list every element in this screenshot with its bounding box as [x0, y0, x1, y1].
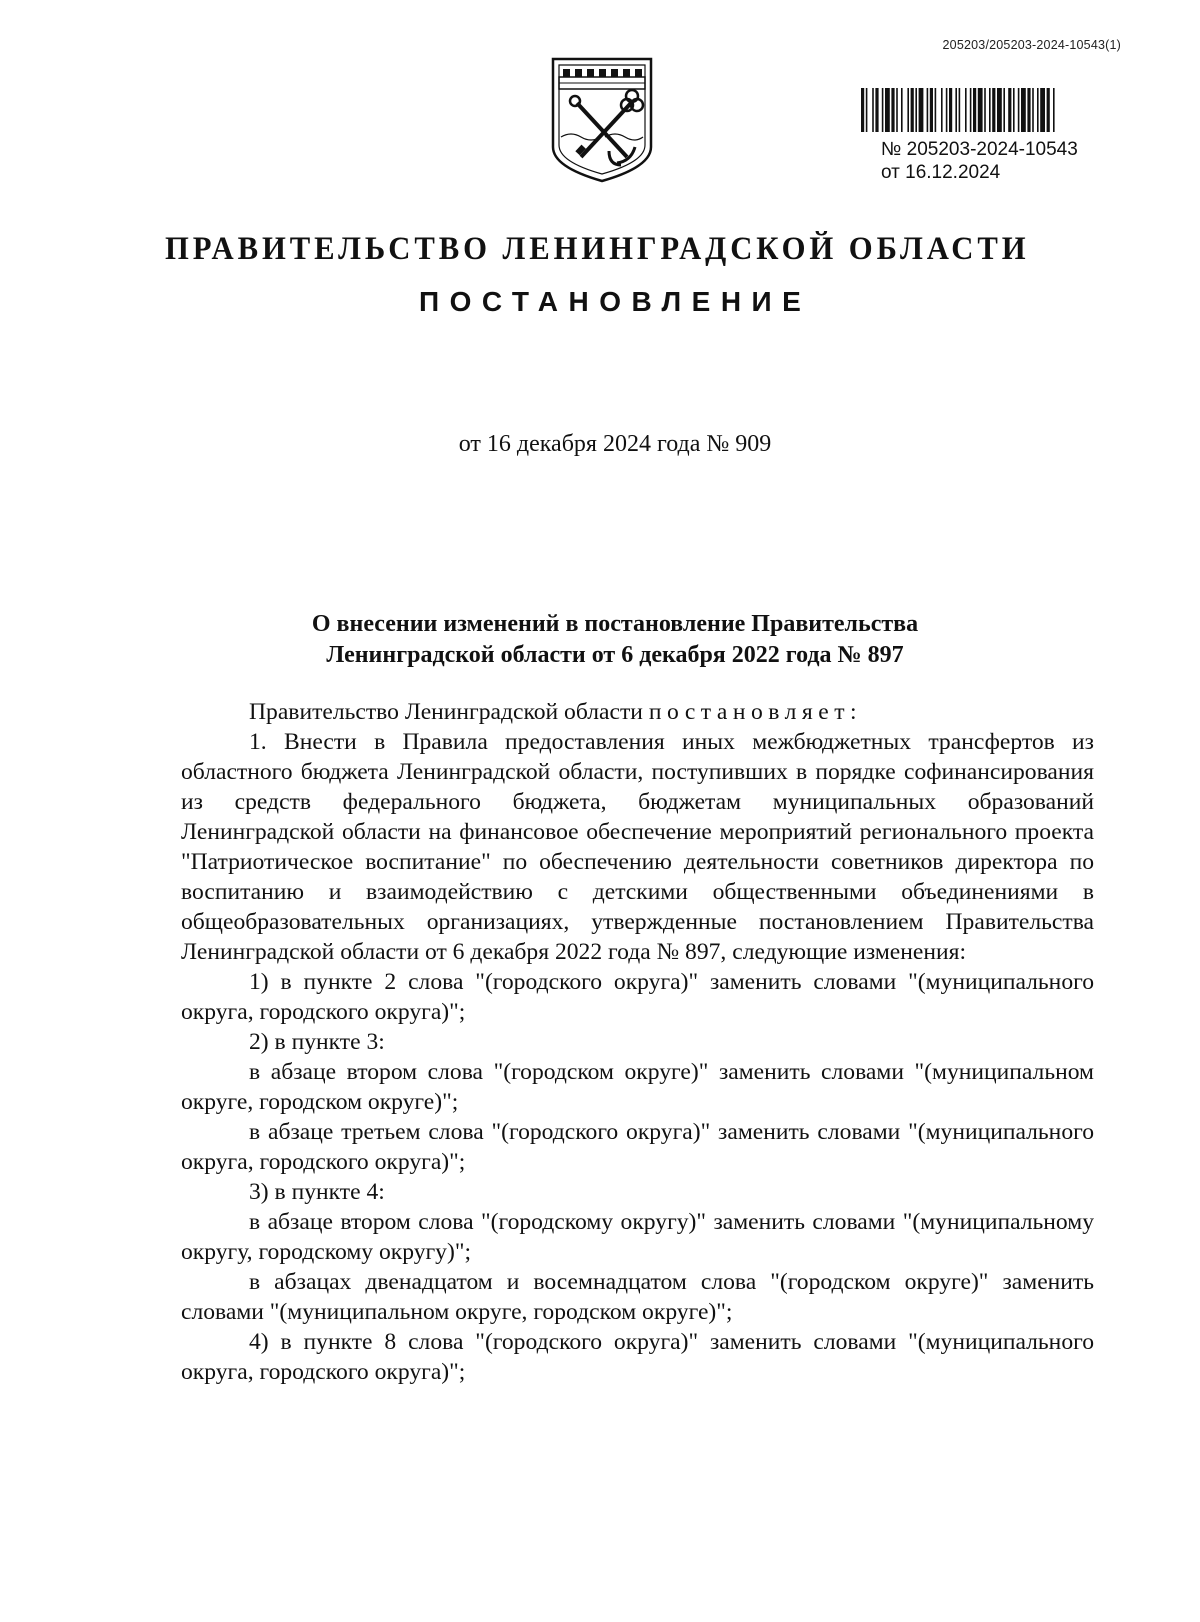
barcode-bar	[866, 88, 868, 132]
barcode-bar	[984, 88, 986, 132]
barcode-bar	[1027, 88, 1030, 132]
barcode-bar	[907, 88, 909, 132]
barcode-bar	[1037, 88, 1039, 132]
document-type: ПОСТАНОВЛЕНИЕ	[419, 286, 812, 317]
barcode-bar	[949, 88, 952, 132]
barcode-bar	[911, 88, 914, 132]
barcode-bar	[1047, 88, 1050, 132]
item-2: 2) в пункте 3:	[249, 1029, 385, 1055]
government-name: ПРАВИТЕЛЬСТВО ЛЕНИНГРАДСКОЙ ОБЛАСТИ	[165, 231, 1030, 267]
barcode-bar	[885, 88, 890, 132]
barcode-bar	[978, 88, 983, 132]
barcode-bar	[955, 88, 957, 132]
barcode-bar	[861, 88, 864, 132]
registration-date: от 16.12.2024	[881, 162, 1001, 183]
barcode-bar	[997, 88, 1002, 132]
item-3a: в абзаце втором слова "(городскому округу)" заменить словами "(муниципальному округу, городскому округу)";	[181, 1209, 1094, 1265]
barcode-bar	[970, 88, 972, 132]
barcode-bar	[1018, 88, 1020, 132]
barcode-bar	[965, 88, 967, 132]
barcode-bar	[989, 88, 991, 132]
title-line-1: О внесении изменений в постановление Правительства	[311, 611, 919, 637]
document-id: 205203/205203-2024-10543(1)	[942, 38, 1121, 52]
barcode-bar	[1053, 88, 1055, 132]
barcode-bar	[919, 88, 924, 132]
barcode-bar	[935, 88, 937, 132]
resolution-title	[0, 609, 1200, 671]
item-3b: в абзацах двенадцатом и восемнадцатом слова "(городском округе)" заменить словами "(муниципальном округе, городском округе)";	[181, 1269, 1094, 1325]
item-4: 4) в пункте 8 слова "(городского округа)" заменить словами "(муниципального округа, городского округа)";	[181, 1329, 1094, 1385]
clause-1: 1. Внести в Правила предоставления иных межбюджетных трансфертов из областного бюджета Ленинградской области, поступивших в порядке софинансирования из средств федерального бюджета, бюджетам муниципальных образований Ленинградской области на финансовое обеспечение мероприятий регионального проекта "Патриотическое воспитание" по обеспечению деятельности советников директора по воспитанию и взаимодействию с детскими общественными объединениями в общеобразовательных организациях, утвержденные постановлением Правительства Ленинградской области от 6 декабря 2022 года № 897, следующие изменения:	[181, 729, 1094, 965]
barcode-bar	[875, 88, 878, 132]
resolution-date: от 16 декабря 2024 года № 909	[458, 431, 772, 457]
registration-block	[881, 138, 1078, 184]
barcode-bar	[930, 88, 933, 132]
barcode-bar	[896, 88, 898, 132]
registration-number: № 205203-2024-10543	[881, 139, 1078, 160]
barcode-bar	[927, 88, 929, 132]
barcode-bar	[946, 88, 948, 132]
barcode-bar	[901, 88, 903, 132]
barcode-bar	[1013, 88, 1015, 132]
barcode-bar	[1021, 88, 1026, 132]
barcode-bar	[915, 88, 917, 132]
item-1: 1) в пункте 2 слова "(городского округа)" заменить словами "(муниципального округа, городского округа)";	[181, 969, 1094, 1025]
barcode-bar	[891, 88, 894, 132]
barcode-bar	[1003, 88, 1005, 132]
item-2b: в абзаце третьем слова "(городского округа)" заменить словами "(муниципального округа, городского округа)";	[181, 1119, 1094, 1175]
barcode-bar	[1040, 88, 1045, 132]
barcode-bar	[973, 88, 976, 132]
item-2a: в абзаце втором слова "(городском округе)" заменить словами "(муниципальном округе, городском округе)";	[181, 1059, 1094, 1115]
barcode-bar	[941, 88, 943, 132]
title-line-2: Ленинградской области от 6 декабря 2022 года № 897	[326, 642, 904, 668]
barcode-bar	[882, 88, 884, 132]
barcode-bar	[992, 88, 995, 132]
intro-paragraph	[181, 697, 1094, 727]
coat-of-arms-icon	[547, 55, 657, 185]
item-3: 3) в пункте 4:	[249, 1179, 385, 1205]
barcode-bar	[959, 88, 961, 132]
resolution-body	[181, 697, 1094, 1387]
barcode-bar	[1008, 88, 1011, 132]
barcode-bar	[872, 88, 874, 132]
barcode-bar	[1032, 88, 1034, 132]
barcode-icon	[861, 88, 1140, 132]
intro-verb: постановляет:	[648, 699, 863, 725]
intro-subject: Правительство Ленинградской области	[249, 699, 643, 725]
